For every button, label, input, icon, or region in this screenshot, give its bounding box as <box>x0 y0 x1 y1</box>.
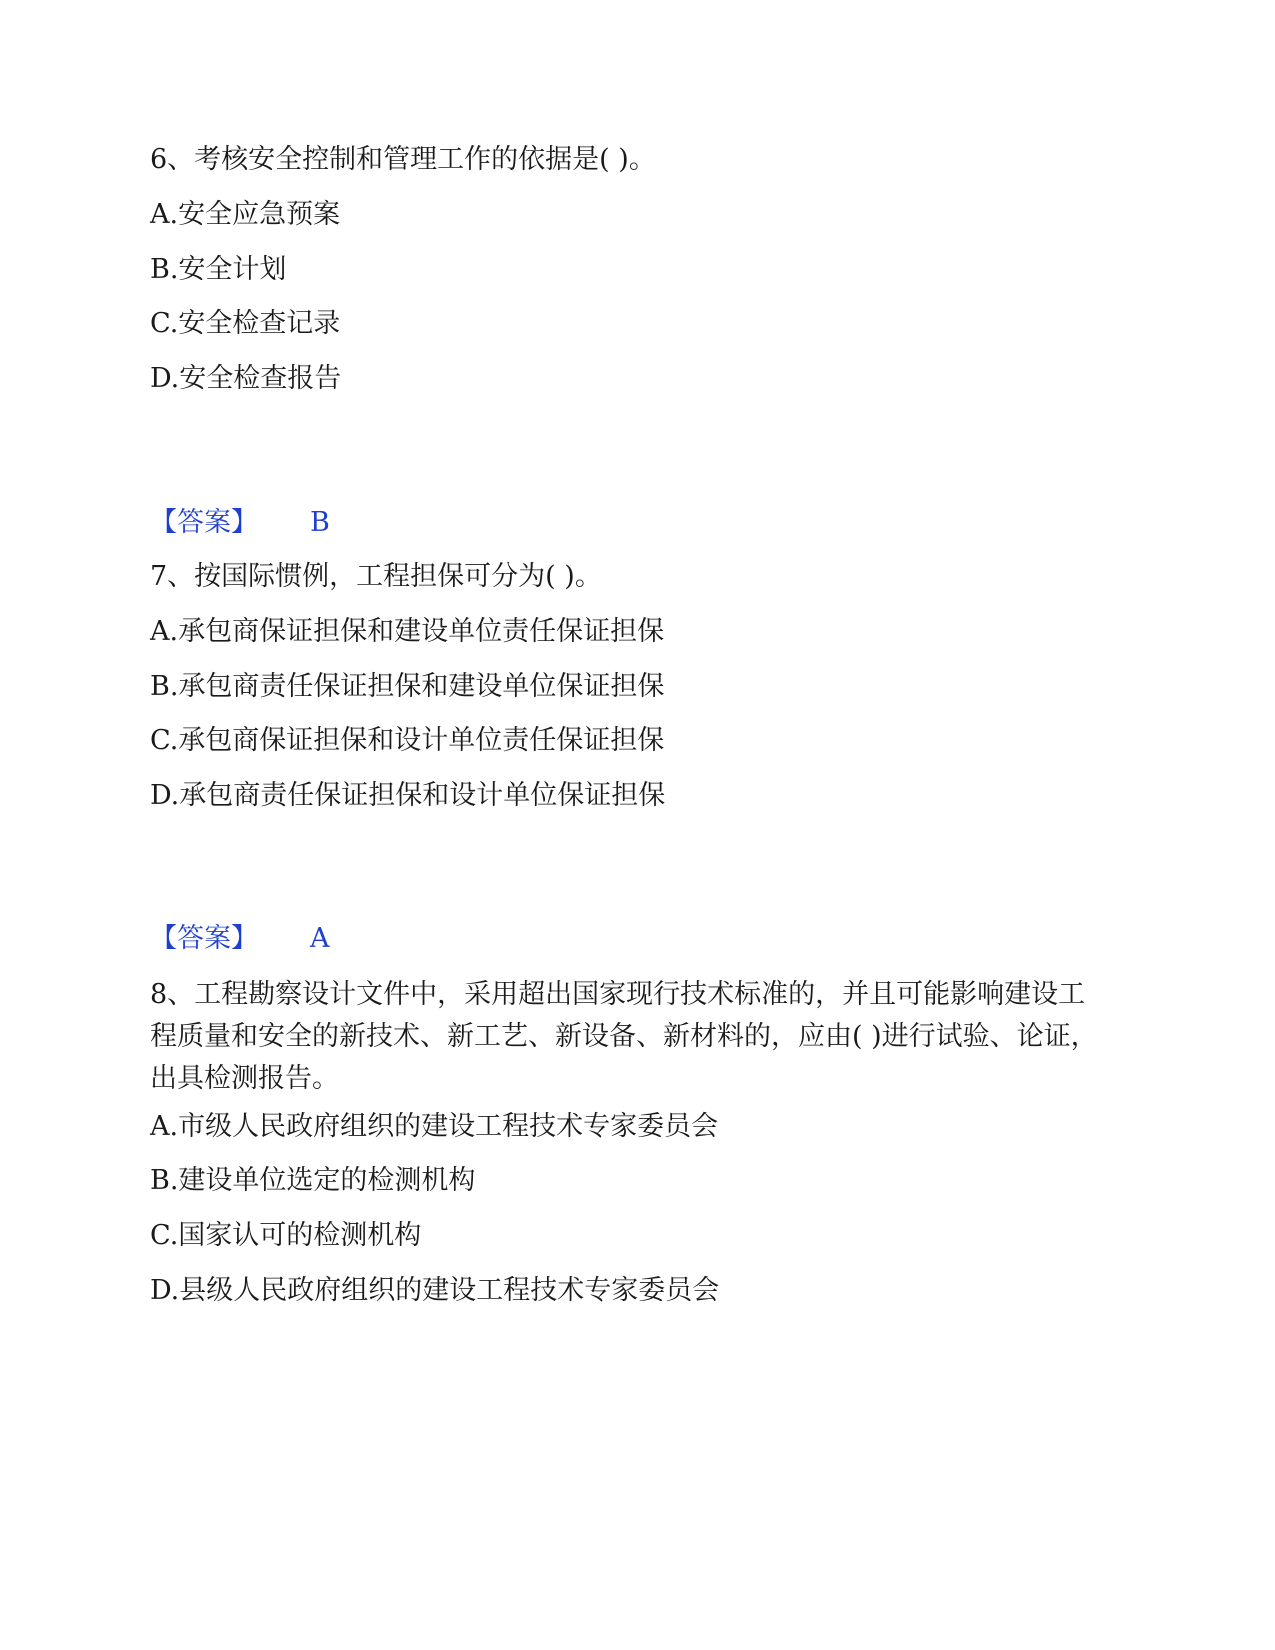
answer-value: A <box>310 923 330 954</box>
question-8-option-a: A.市级人民政府组织的建设工程技术专家委员会 <box>150 1111 719 1142</box>
question-6-option-c: C.安全检查记录 <box>150 308 341 339</box>
question-6-option-b: B.安全计划 <box>150 254 287 285</box>
question-6-option-d: D.安全检查报告 <box>150 363 342 394</box>
question-7-stem: 7、按国际惯例，工程担保可分为( )。 <box>150 561 602 592</box>
question-7-option-d: D.承包商责任保证担保和设计单位保证担保 <box>150 780 666 811</box>
answer-tag: 【答案】 <box>150 923 258 954</box>
question-7-option-c: C.承包商保证担保和设计单位责任保证担保 <box>150 725 665 756</box>
question-8-option-d: D.县级人民政府组织的建设工程技术专家委员会 <box>150 1275 720 1306</box>
question-7-option-b: B.承包商责任保证担保和建设单位保证担保 <box>150 671 665 702</box>
question-6-option-a: A.安全应急预案 <box>150 199 341 230</box>
question-6-stem: 6、考核安全控制和管理工作的依据是( )。 <box>150 144 656 175</box>
question-7-answer <box>150 919 330 959</box>
question-8-stem: 8、工程勘察设计文件中，采用超出国家现行技术标准的，并且可能影响建设工程质量和安全的新技术、新工艺、新设备、新材料的，应由( )进行试验、论证，出具检测报告。 <box>150 979 1098 1094</box>
question-7-option-a: A.承包商保证担保和建设单位责任保证担保 <box>150 616 665 647</box>
answer-tag: 【答案】 <box>150 507 258 538</box>
question-8-option-b: B.建设单位选定的检测机构 <box>150 1165 476 1196</box>
question-8-option-c: C.国家认可的检测机构 <box>150 1220 422 1251</box>
answer-value: B <box>310 507 330 538</box>
question-6-answer <box>150 503 330 543</box>
